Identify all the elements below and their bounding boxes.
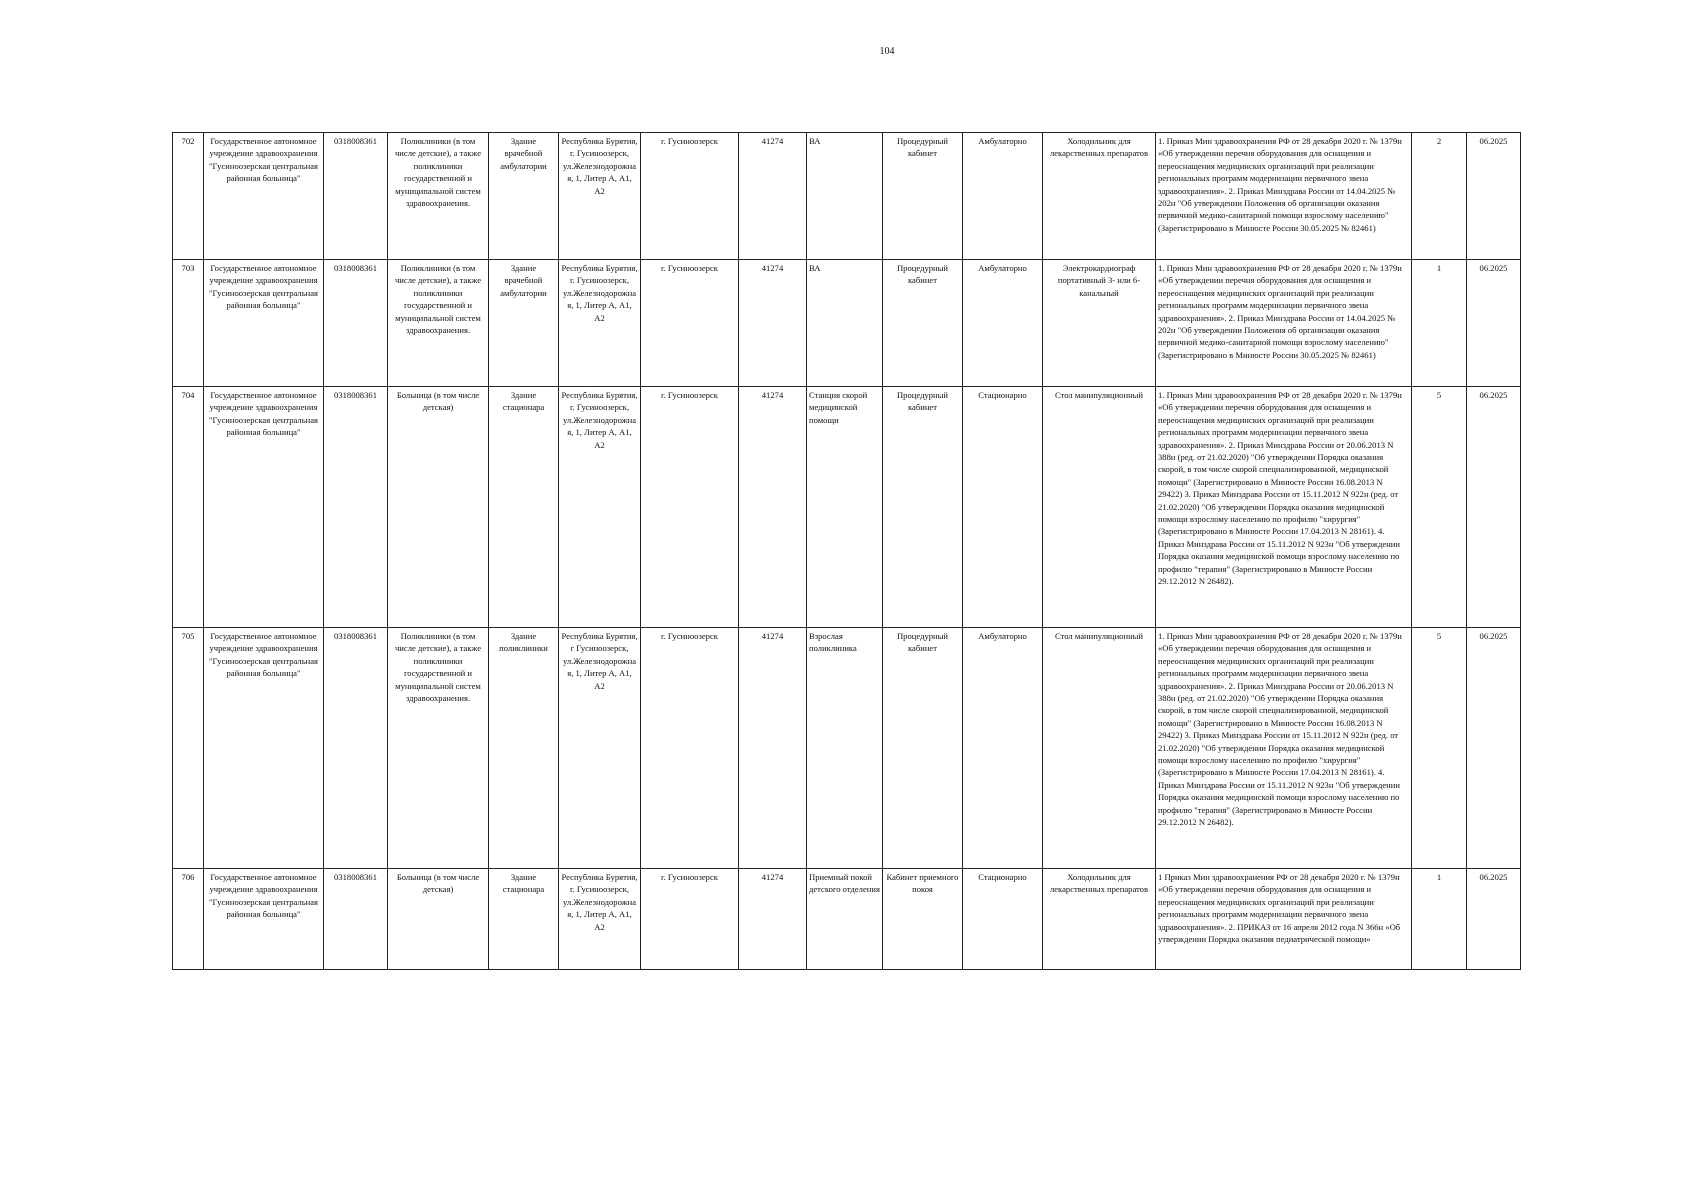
care-form: Стационарно [963, 387, 1043, 628]
address: Республика Бурятия, г. Гусиноозерск, ул.Железнодорожная, 1, Литер А, А1, А2 [559, 260, 641, 387]
regulatory-documents: 1. Приказ Мин здравоохранения РФ от 28 декабря 2020 г. № 1379н «Об утверждении перечня оборудования для оснащения и переоснащения медицинских организаций при реализации региональных программ модернизации первичного звена здравоохранения». 2. Приказ Минздрава России от 20.06.2013 N 388н (ред. от 21.02.2020) "Об утверждении Порядка оказания скорой, в том числе скорой специализированной, медицинской помощи" (Зарегистрировано в Минюсте России 16.08.2013 N 29422) 3. Приказ Минздрава России от 15.11.2012 N 922н (ред. от 21.02.2020) "Об утверждении Порядка оказания медицинской помощи взрослому населению по профилю "хирургия" (Зарегистрировано в Минюсте России 17.04.2013 N 28161). 4. Приказ Минздрава России от 15.11.2012 N 923н "Об утверждении Порядка оказания медицинской помощи взрослому населению по профилю "терапия" (Зарегистрировано в Минюсте России 29.12.2012 N 26482). [1156, 387, 1412, 628]
date: 06.2025 [1467, 133, 1521, 260]
oktmo: 41274 [739, 133, 807, 260]
facility-type: Больница (в том числе детская) [388, 869, 489, 970]
inn: 0318008361 [324, 133, 388, 260]
address: Республика Бурятия, г. Гусиноозерск, ул.Железнодорожная, 1, Литер А, А1, А2 [559, 133, 641, 260]
date: 06.2025 [1467, 869, 1521, 970]
row-number: 702 [173, 133, 204, 260]
row-number: 704 [173, 387, 204, 628]
inn: 0318008361 [324, 260, 388, 387]
quantity: 5 [1412, 628, 1467, 869]
date: 06.2025 [1467, 628, 1521, 869]
quantity: 1 [1412, 260, 1467, 387]
oktmo: 41274 [739, 869, 807, 970]
equipment: Электрокардиограф портативный 3- или 6-канальный [1043, 260, 1156, 387]
quantity: 2 [1412, 133, 1467, 260]
facility-type: Поликлиники (в том числе детские), а также поликлиники государственной и муниципальной систем здравоохранения. [388, 133, 489, 260]
institution-name: Государственное автономное учреждение здравоохранения "Гусиноозерская центральная районная больница" [204, 260, 324, 387]
department: ВА [807, 133, 883, 260]
oktmo: 41274 [739, 260, 807, 387]
equipment: Холодильник для лекарственных препаратов [1043, 869, 1156, 970]
institution-name: Государственное автономное учреждение здравоохранения "Гусиноозерская центральная районная больница" [204, 387, 324, 628]
city: г. Гусиноозерск [641, 387, 739, 628]
table-row [173, 869, 1521, 970]
row-number: 706 [173, 869, 204, 970]
room: Процедурный кабинет [883, 133, 963, 260]
building: Здание поликлиники [489, 628, 559, 869]
department: Станция скорой медицинской помощи [807, 387, 883, 628]
department: ВА [807, 260, 883, 387]
room: Процедурный кабинет [883, 387, 963, 628]
table-row [173, 260, 1521, 387]
inn: 0318008361 [324, 869, 388, 970]
address: Республика Бурятия, г Гусиноозерск, ул.Железнодорожная, 1, Литер А, А1, А2 [559, 628, 641, 869]
table-row [173, 133, 1521, 260]
address: Республика Бурятия, г. Гусиноозерск, ул.Железнодорожная, 1, Литер А, А1, А2 [559, 387, 641, 628]
room: Кабинет приемного покоя [883, 869, 963, 970]
oktmo: 41274 [739, 628, 807, 869]
facility-type: Больница (в том числе детская) [388, 387, 489, 628]
equipment: Холодильник для лекарственных препаратов [1043, 133, 1156, 260]
table-row [173, 387, 1521, 628]
oktmo: 41274 [739, 387, 807, 628]
regulatory-documents: 1 Приказ Мин здравоохранения РФ от 28 декабря 2020 г. № 1379н «Об утверждении перечня оборудования для оснащения и переоснащения медицинских организаций при реализации региональных программ модернизации первичного звена здравоохранения». 2. ПРИКАЗ от 16 апреля 2012 года N 366н «Об утверждении Порядка оказания педиатрической помощи» [1156, 869, 1412, 970]
care-form: Амбулаторно [963, 628, 1043, 869]
address: Республика Бурятия, г. Гусиноозерск, ул.Железнодорожная, 1, Литер А, А1, А2 [559, 869, 641, 970]
institution-name: Государственное автономное учреждение здравоохранения "Гусиноозерская центральная районная больница" [204, 869, 324, 970]
department: Приемный покой детского отделения [807, 869, 883, 970]
department: Взрослая поликлиника [807, 628, 883, 869]
city: г. Гусиноозерск [641, 133, 739, 260]
facility-type: Поликлиники (в том числе детские), а также поликлиники государственной и муниципальной систем здравоохранения. [388, 628, 489, 869]
date: 06.2025 [1467, 260, 1521, 387]
regulatory-documents: 1. Приказ Мин здравоохранения РФ от 28 декабря 2020 г. № 1379н «Об утверждении перечня оборудования для оснащения и переоснащения медицинских организаций при реализации региональных программ модернизации первичного звена здравоохранения». 2. Приказ Минздрава России от 14.04.2025 № 202н "Об утверждении Положения об организации оказания первичной медико-санитарной помощи взрослому населению" (Зарегистрировано в Минюсте России 30.05.2025 № 82461) [1156, 260, 1412, 387]
row-number: 705 [173, 628, 204, 869]
building: Здание стационара [489, 869, 559, 970]
inn: 0318008361 [324, 387, 388, 628]
care-form: Амбулаторно [963, 260, 1043, 387]
city: г. Гусиноозерск [641, 628, 739, 869]
row-number: 703 [173, 260, 204, 387]
quantity: 1 [1412, 869, 1467, 970]
care-form: Стационарно [963, 869, 1043, 970]
facility-type: Поликлиники (в том числе детские), а также поликлиники государственной и муниципальной систем здравоохранения. [388, 260, 489, 387]
table-row [173, 628, 1521, 869]
care-form: Амбулаторно [963, 133, 1043, 260]
page-number: 104 [879, 46, 895, 57]
regulatory-documents: 1. Приказ Мин здравоохранения РФ от 28 декабря 2020 г. № 1379н «Об утверждении перечня оборудования для оснащения и переоснащения медицинских организаций при реализации региональных программ модернизации первичного звена здравоохранения». 2. Приказ Минздрава России от 14.04.2025 № 202н "Об утверждении Положения об организации оказания первичной медико-санитарной помощи взрослому населению" (Зарегистрировано в Минюсте России 30.05.2025 № 82461) [1156, 133, 1412, 260]
equipment-registry-table [172, 132, 1521, 970]
regulatory-documents: 1. Приказ Мин здравоохранения РФ от 28 декабря 2020 г. № 1379н «Об утверждении перечня оборудования для оснащения и переоснащения медицинских организаций при реализации региональных программ модернизации первичного звена здравоохранения». 2. Приказ Минздрава России от 20.06.2013 N 388н (ред. от 21.02.2020) "Об утверждении Порядка оказания скорой, в том числе скорой специализированной, медицинской помощи" (Зарегистрировано в Минюсте России 16.08.2013 N 29422) 3. Приказ Минздрава России от 15.11.2012 N 922н (ред. от 21.02.2020) "Об утверждении Порядка оказания медицинской помощи взрослому населению по профилю "хирургия" (Зарегистрировано в Минюсте России 17.04.2013 N 28161). 4. Приказ Минздрава России от 15.11.2012 N 923н "Об утверждении Порядка оказания медицинской помощи взрослому населению по профилю "терапия" (Зарегистрировано в Минюсте России 29.12.2012 N 26482). [1156, 628, 1412, 869]
quantity: 5 [1412, 387, 1467, 628]
room: Процедурный кабинет [883, 628, 963, 869]
institution-name: Государственное автономное учреждение здравоохранения "Гусиноозерская центральная районная больница" [204, 628, 324, 869]
room: Процедурный кабинет [883, 260, 963, 387]
building: Здание врачебной амбулатории [489, 133, 559, 260]
institution-name: Государственное автономное учреждение здравоохранения "Гусиноозерская центральная районная больница" [204, 133, 324, 260]
city: г. Гусиноозерск [641, 260, 739, 387]
city: г. Гусиноозерск [641, 869, 739, 970]
building: Здание врачебной амбулатории [489, 260, 559, 387]
building: Здание стационара [489, 387, 559, 628]
date: 06.2025 [1467, 387, 1521, 628]
equipment: Стол манипуляционный [1043, 628, 1156, 869]
equipment: Стол манипуляционный [1043, 387, 1156, 628]
inn: 0318008361 [324, 628, 388, 869]
